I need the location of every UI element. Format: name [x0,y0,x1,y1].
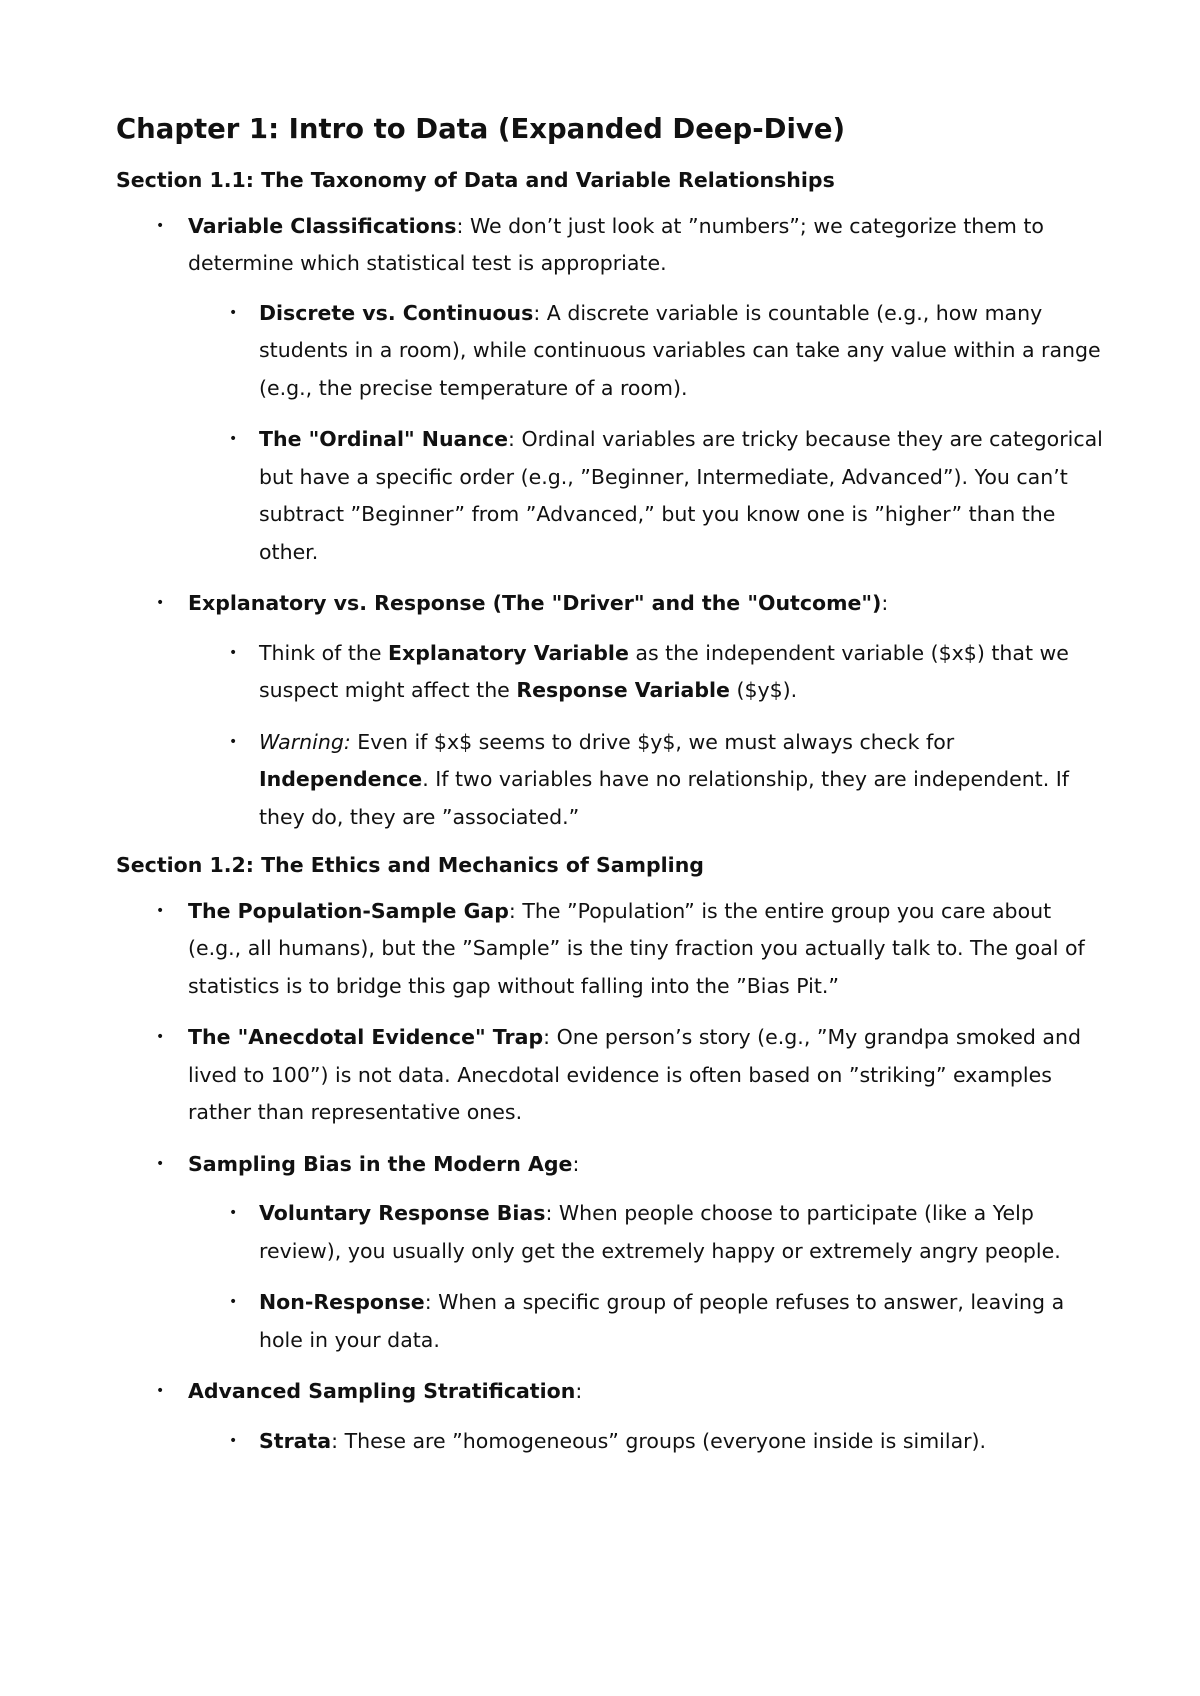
list-item-warning: • Warning: Even if $x$ seems to drive $y$, we must always check for Independence. If two variables have no relationship, they are independent. If they do, they are ”associated.” [116,724,1106,837]
list-item-non-response [116,1284,1106,1359]
section-heading: Section 1.2: The Ethics and Mechanics of Sampling [116,853,704,878]
term: Voluntary Response Bias [259,1201,546,1226]
item-text: : When a specific group of people refuses to answer, leaving a hole in your data. [259,1290,1065,1352]
sub-bullet-list [116,295,1106,572]
item-text: : We don’t just look at ”numbers”; we categorize them to determine which statistical test is appropriate. [188,213,1044,276]
list-item-explanatory-variable: • Think of the Explanatory Variable as the independent variable ($x$) that we suspect might affect the Response Variable ($y$). [116,635,1106,710]
term: The "Anecdotal Evidence" Trap [188,1025,544,1050]
section-1-1 [116,165,1106,836]
list-item-explanatory-response [116,585,1106,836]
section-heading: Section 1.1: The Taxonomy of Data and Variable Relationships [116,167,835,192]
warning-label: Warning: [259,729,351,754]
term: Strata [259,1428,332,1453]
item-text: : These are ”homogeneous” groups (everyone inside is similar). [331,1428,987,1453]
item-text: : [575,1379,583,1404]
sub-bullet-list [116,635,1106,837]
item-text: : When people choose to participate (like a Yelp review), you usually only get the extremely happy or extremely angry people. [259,1201,1061,1263]
term: Response Variable [516,678,730,703]
term: Discrete vs. Continuous [259,300,534,325]
term: Independence [259,767,423,792]
item-text: : [881,591,889,616]
list-item-sampling-bias [116,1146,1106,1360]
sub-bullet-list [116,1195,1106,1359]
list-item-strata [116,1423,1106,1461]
sub-bullet-list [116,1423,1106,1461]
item-text: : The ”Population” is the entire group you care about (e.g., all humans), but the ”Sample” is the tiny fraction you actually talk to. The goal of statistics is to bridge this gap without falling into the ”Bias Pit.” [188,898,1085,998]
item-text: : A discrete variable is countable (e.g., how many students in a room), while continuous variables can take any value within a range (e.g., the precise temperature of a room). [259,300,1101,400]
term: The "Ordinal" Nuance [259,427,509,452]
chapter-title: Chapter 1: Intro to Data (Expanded Deep-Dive) [116,113,846,145]
term: Sampling Bias in the Modern Age [188,1151,573,1176]
list-item-ordinal-nuance [116,421,1106,571]
list-item-voluntary-response [116,1195,1106,1270]
section-1-2 [116,850,1106,1460]
document-page [116,112,1106,1474]
item-text: : One person’s story (e.g., ”My grandpa smoked and lived to 100”) is not data. Anecdotal evidence is often based on ”striking” examples rather than representative ones. [188,1025,1081,1125]
item-text: : Ordinal variables are tricky because they are categorical but have a specific order (e.g., ”Beginner, Intermediate, Advanced”). You can’t subtract ”Beginner” from ”Advanced,” but you know one is ”higher” than the other. [259,427,1103,564]
bullet-list [116,893,1106,1461]
list-item-population-sample-gap [116,893,1106,1006]
bullet-list [116,208,1106,837]
term: Advanced Sampling Stratification [188,1379,576,1404]
list-item-anecdotal-evidence [116,1019,1106,1132]
list-item-variable-classifications [116,208,1106,572]
term: Explanatory vs. Response (The "Driver" and the "Outcome") [188,591,882,616]
term: Variable Classifications [188,213,457,238]
item-text: : [572,1151,580,1176]
term: The Population-Sample Gap [188,898,509,923]
list-item-discrete-continuous [116,295,1106,408]
term: Explanatory Variable [388,640,629,665]
list-item-stratification [116,1373,1106,1460]
term: Non-Response [259,1290,425,1315]
